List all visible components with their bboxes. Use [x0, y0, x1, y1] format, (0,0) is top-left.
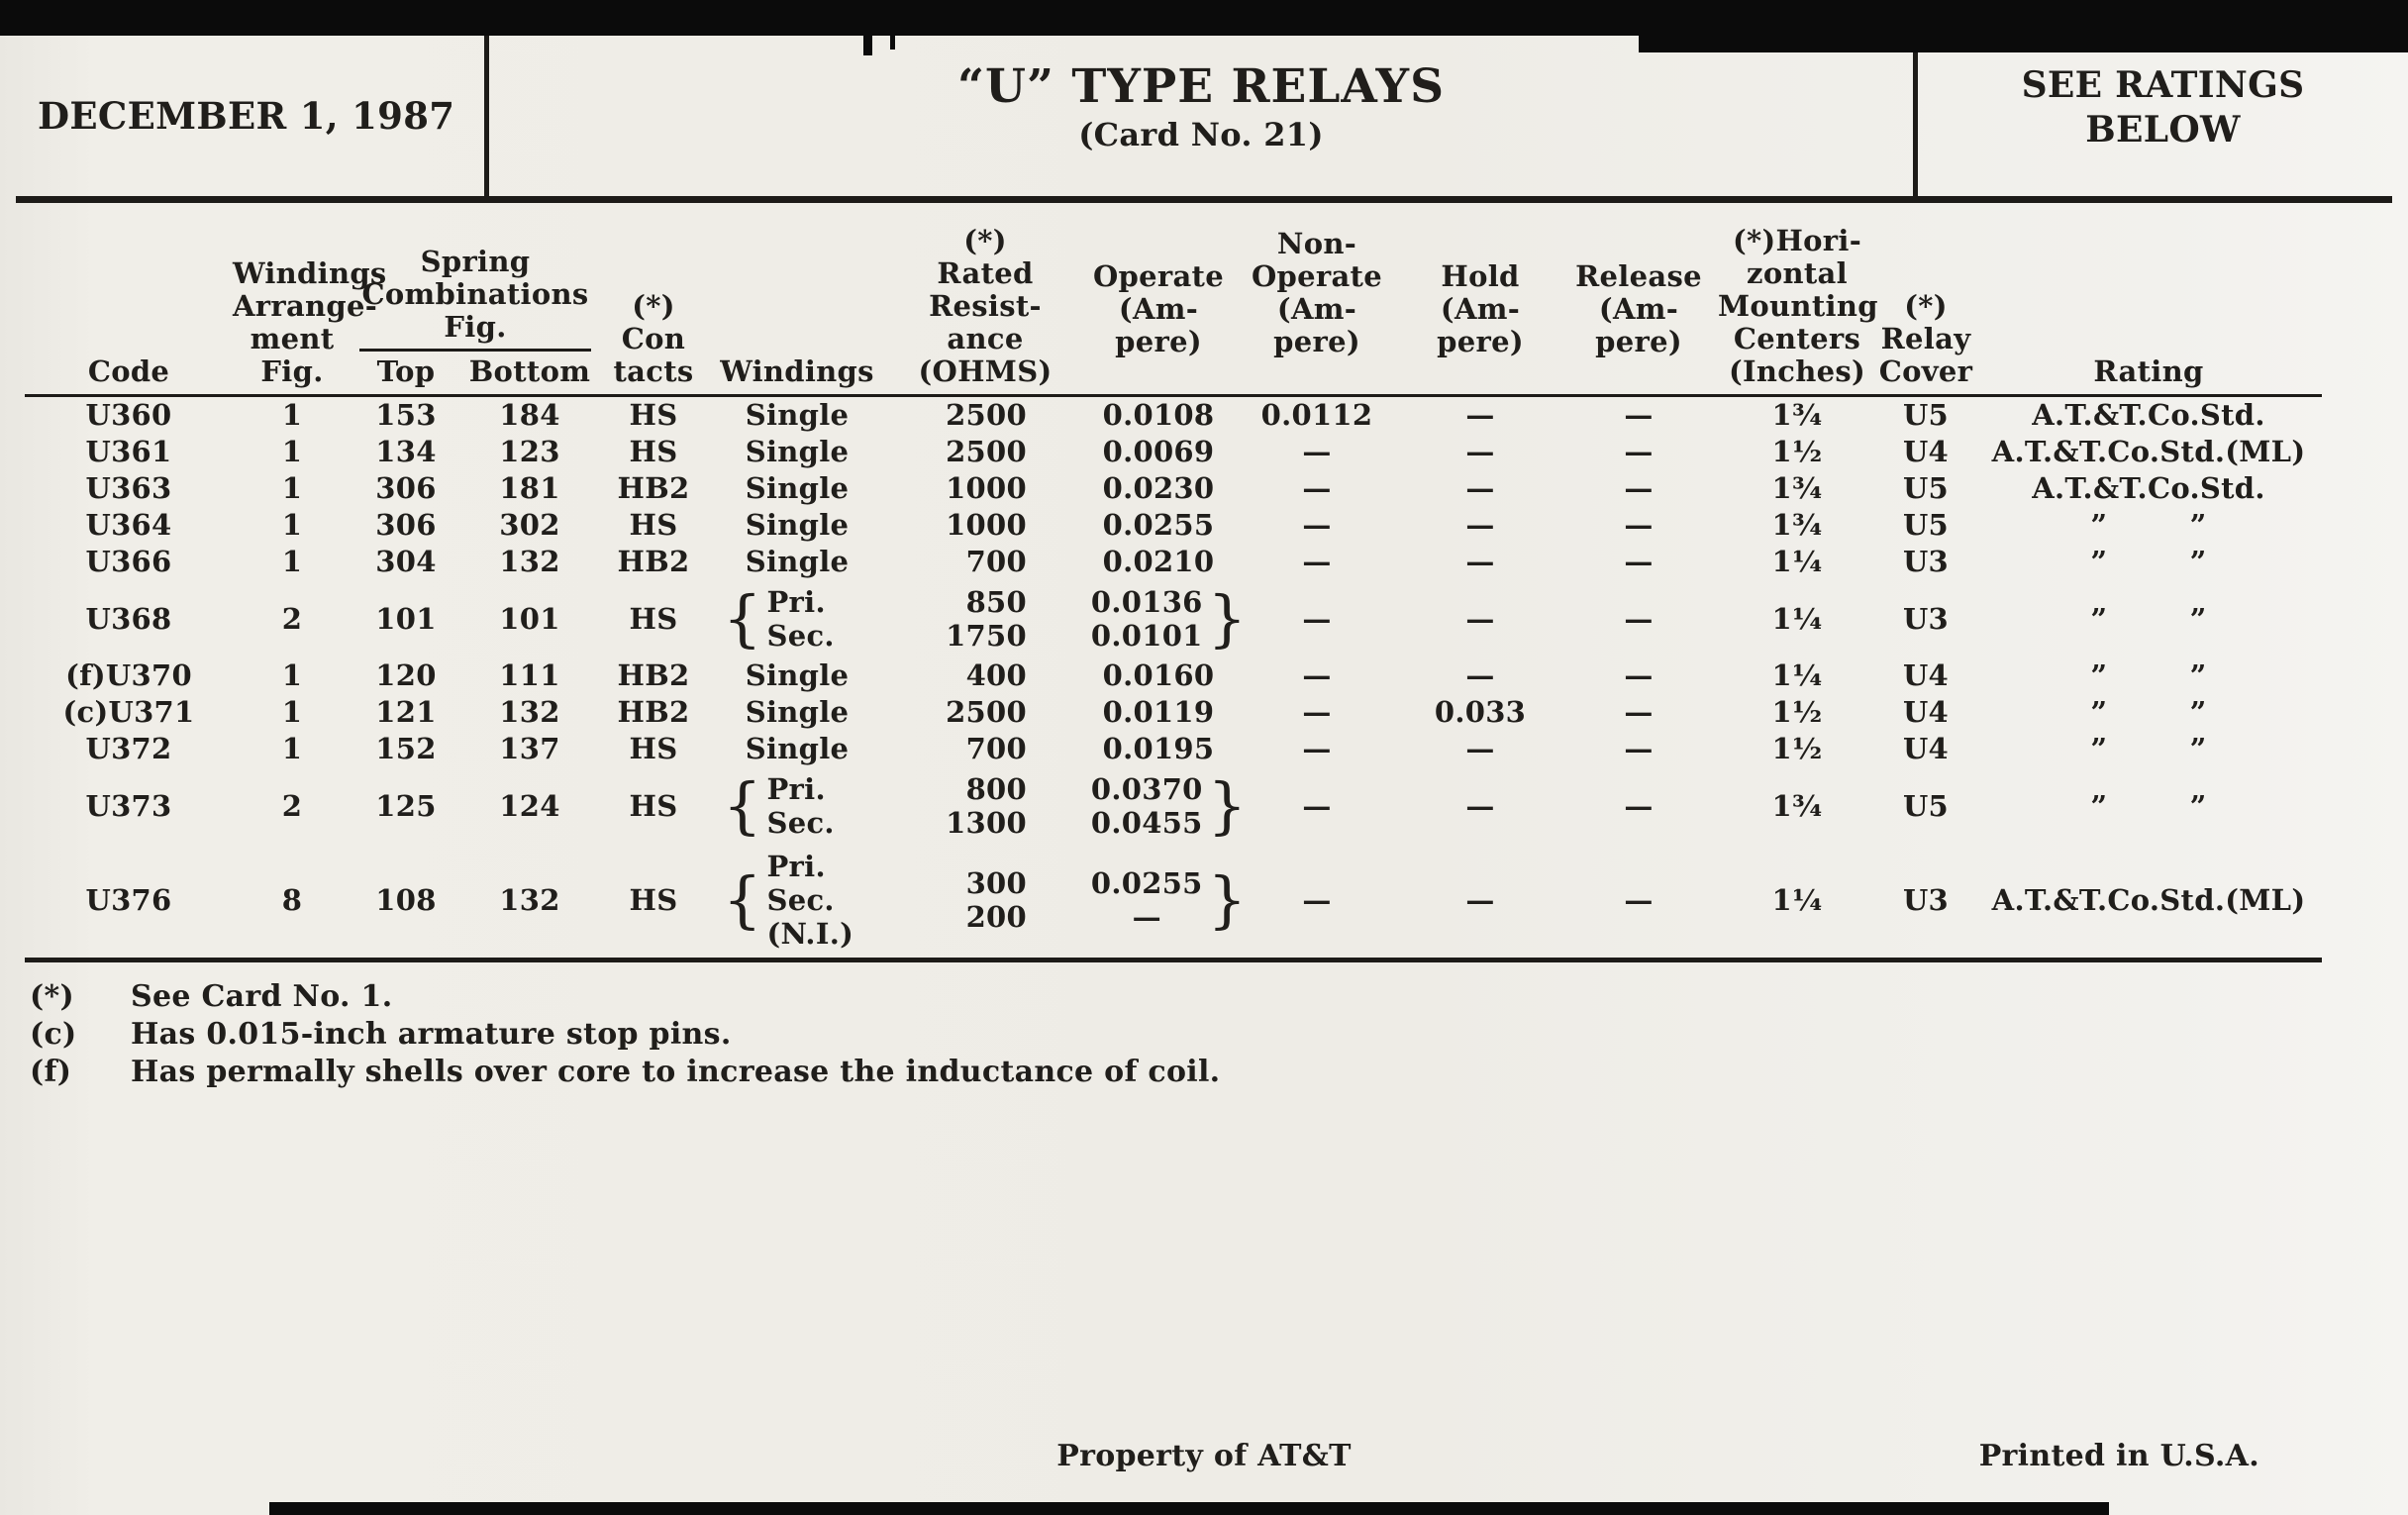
cell-rating: ” ”: [2090, 545, 2207, 578]
cell-relay-cover: U5: [1902, 788, 1950, 823]
cell-spring-bottom: 101: [499, 601, 560, 636]
cell-non-operate: —: [1302, 471, 1332, 505]
relay-row: [25, 657, 2322, 694]
cell-windings: Single: [745, 695, 850, 729]
cell-non-operate: —: [1302, 788, 1332, 823]
cell-windings: Single: [745, 658, 850, 692]
cell-relay-cover: U4: [1902, 658, 1950, 692]
cell-code: U376: [85, 882, 172, 917]
cell-release: —: [1624, 601, 1654, 636]
cell-operate: 0.0230: [1102, 471, 1215, 505]
cell-relay-cover: U3: [1902, 601, 1950, 636]
cell-spring-top: 120: [375, 658, 437, 692]
cell-contacts: HS: [629, 601, 678, 636]
col-header-spring-top: Top: [376, 354, 436, 388]
cell-operate: 0.0370 0.0455 }: [1084, 767, 1233, 845]
left-brace-icon: {: [723, 769, 762, 842]
cell-relay-cover: U4: [1902, 435, 1950, 468]
cell-mounting-centers: 1¾: [1771, 398, 1823, 432]
cell-code: U361: [85, 435, 172, 468]
table-header: [25, 211, 2322, 396]
cell-release: —: [1624, 788, 1654, 823]
cell-mounting-centers: 1¼: [1771, 601, 1823, 636]
cell-code: U373: [85, 788, 172, 823]
cell-windings-fig: 1: [281, 732, 303, 765]
cell-windings: Single: [745, 471, 850, 505]
footnote-marker: (*): [30, 979, 74, 1014]
cell-spring-top: 108: [375, 882, 437, 917]
cell-spring-top: 306: [375, 471, 437, 505]
table-body: [25, 396, 2322, 957]
cell-hold: —: [1465, 882, 1495, 917]
header-rule: [16, 196, 2392, 203]
scan-mark: [863, 0, 872, 55]
cell-operate: 0.0210: [1102, 545, 1215, 578]
cell-mounting-centers: 1¾: [1771, 508, 1823, 542]
cell-release: —: [1624, 658, 1654, 692]
cell-non-operate: —: [1302, 882, 1332, 917]
cell-spring-top: 101: [375, 601, 437, 636]
cell-release: —: [1624, 471, 1654, 505]
cell-hold: 0.033: [1434, 695, 1527, 729]
cell-operate: 0.0136 0.0101 }: [1084, 580, 1233, 657]
card-title: “U” TYPE RELAYS: [956, 59, 1446, 114]
spring-sub-headers: [351, 355, 599, 388]
cell-hold: —: [1465, 788, 1495, 823]
cell-code: (f)U370: [65, 658, 192, 692]
cell-resistance: 2500: [946, 695, 1027, 729]
cell-rating: A.T.&T.Co.Std.: [2032, 471, 2265, 505]
cell-relay-cover: U4: [1902, 732, 1950, 765]
cell-spring-bottom: 184: [499, 398, 560, 432]
col-header-spring-combinations: Spring Combinations Fig. Top Bottom: [351, 211, 599, 396]
cell-code: U372: [85, 732, 172, 765]
col-header-hold: Hold (Am- pere): [1401, 211, 1559, 396]
cell-release: —: [1624, 545, 1654, 578]
cell-relay-cover: U3: [1902, 545, 1950, 578]
cell-windings: { Pri. Sec.: [708, 580, 886, 657]
cell-windings-fig: 2: [281, 601, 303, 636]
cell-windings-fig: 1: [281, 398, 303, 432]
relay-row: [25, 845, 2322, 956]
ratings-note-line2: BELOW: [2085, 109, 2241, 151]
cell-spring-bottom: 132: [499, 882, 560, 917]
cell-mounting-centers: 1½: [1771, 695, 1823, 729]
footnote: [30, 1054, 2408, 1091]
footnote-text: Has 0.015-inch armature stop pins.: [131, 1017, 732, 1052]
col-header-spring-bottom: Bottom: [468, 354, 591, 388]
cell-hold: —: [1465, 732, 1495, 765]
footnote-text: See Card No. 1.: [131, 979, 393, 1014]
cell-non-operate: —: [1302, 435, 1332, 468]
cell-operate: 0.0069: [1102, 435, 1215, 468]
cell-resistance: 700: [965, 732, 1027, 765]
cell-contacts: HB2: [617, 471, 690, 505]
footnote: [30, 1016, 2408, 1054]
cell-windings: { Pri. Sec.: [708, 767, 886, 845]
cell-rating: ” ”: [2090, 732, 2207, 765]
cell-rating: A.T.&T.Co.Std.(ML): [1991, 882, 2306, 917]
cell-hold: —: [1465, 398, 1495, 432]
cell-mounting-centers: 1¾: [1771, 788, 1823, 823]
relay-row: [25, 434, 2322, 470]
footer-property-note: Property of AT&T: [1056, 1439, 1352, 1473]
cell-mounting-centers: 1¼: [1771, 658, 1823, 692]
cell-mounting-centers: 1¼: [1771, 882, 1823, 917]
cell-resistance: 800 1300: [946, 772, 1027, 840]
cell-hold: —: [1465, 435, 1495, 468]
cell-resistance: 1000: [946, 471, 1027, 505]
cell-operate: 0.0108: [1102, 398, 1215, 432]
cell-mounting-centers: 1½: [1771, 435, 1823, 468]
cell-spring-bottom: 132: [499, 545, 560, 578]
col-header-windings-arrangement: Windings Arrange- ment Fig.: [233, 211, 351, 396]
cell-rating: A.T.&T.Co.Std.: [2032, 398, 2265, 432]
cell-windings-fig: 8: [281, 882, 303, 917]
cell-spring-top: 134: [375, 435, 437, 468]
cell-spring-top: 125: [375, 788, 437, 823]
cell-contacts: HB2: [617, 658, 690, 692]
col-header-code: Code: [25, 211, 233, 396]
cell-relay-cover: U5: [1902, 471, 1950, 505]
cell-hold: —: [1465, 545, 1495, 578]
cell-windings-fig: 1: [281, 545, 303, 578]
cell-rating: ” ”: [2090, 695, 2207, 729]
cell-spring-bottom: 302: [499, 508, 560, 542]
left-brace-icon: {: [723, 863, 762, 936]
relay-row: [25, 507, 2322, 544]
cell-contacts: HB2: [617, 545, 690, 578]
cell-windings-fig: 1: [281, 658, 303, 692]
cell-contacts: HB2: [617, 695, 690, 729]
ratings-note: [1918, 36, 2408, 196]
cell-windings-fig: 1: [281, 435, 303, 468]
col-header-resistance: (*) Rated Resist- ance (OHMS): [886, 211, 1084, 396]
right-brace-icon: }: [1207, 863, 1248, 936]
cell-windings: Single: [745, 398, 850, 432]
relay-row: [25, 767, 2322, 845]
cell-release: —: [1624, 695, 1654, 729]
cell-non-operate: —: [1302, 658, 1332, 692]
cell-hold: —: [1465, 508, 1495, 542]
relay-row: [25, 470, 2322, 507]
footer-printed-note: Printed in U.S.A.: [1978, 1439, 2259, 1473]
cell-hold: —: [1465, 601, 1495, 636]
cell-relay-cover: U3: [1902, 882, 1950, 917]
ratings-note-line1: SEE RATINGS: [2021, 64, 2305, 106]
scan-edge-bottom: [269, 1502, 2109, 1515]
cell-rating: ” ”: [2090, 508, 2207, 542]
cell-windings: Single: [745, 545, 850, 578]
col-header-mounting-centers: (*)Hori- zontal Mounting Centers (Inches): [1718, 211, 1876, 396]
cell-resistance: 1000: [946, 508, 1027, 542]
cell-relay-cover: U4: [1902, 695, 1950, 729]
cell-non-operate: 0.0112: [1260, 398, 1373, 432]
cell-spring-top: 306: [375, 508, 437, 542]
relay-row: [25, 580, 2322, 657]
cell-spring-bottom: 137: [499, 732, 560, 765]
cell-release: —: [1624, 882, 1654, 917]
card-title-block: [489, 36, 1913, 196]
cell-spring-bottom: 124: [499, 788, 560, 823]
cell-operate: 0.0119: [1102, 695, 1215, 729]
cell-code: U363: [85, 471, 172, 505]
cell-resistance: 700: [965, 545, 1027, 578]
cell-contacts: HS: [629, 508, 678, 542]
scan-edge-top-right: [1639, 0, 2408, 52]
cell-spring-bottom: 132: [499, 695, 560, 729]
cell-contacts: HS: [629, 732, 678, 765]
col-header-non-operate: Non- Operate (Am- pere): [1233, 211, 1401, 396]
cell-contacts: HS: [629, 882, 678, 917]
cell-non-operate: —: [1302, 601, 1332, 636]
cell-spring-bottom: 123: [499, 435, 560, 468]
col-header-windings: Windings: [708, 211, 886, 396]
cell-release: —: [1624, 435, 1654, 468]
cell-release: —: [1624, 508, 1654, 542]
cell-contacts: HS: [629, 398, 678, 432]
footnote-marker: (f): [30, 1055, 72, 1089]
right-brace-icon: }: [1207, 769, 1248, 842]
cell-resistance: 400: [965, 658, 1027, 692]
cell-windings: Single: [745, 508, 850, 542]
card-subtitle: (Card No. 21): [1078, 116, 1324, 153]
table-bottom-rule: [25, 958, 2322, 962]
cell-code: U360: [85, 398, 172, 432]
cell-relay-cover: U5: [1902, 508, 1950, 542]
cell-rating: ” ”: [2090, 601, 2207, 636]
cell-resistance: 850 1750: [946, 585, 1027, 653]
cell-hold: —: [1465, 658, 1495, 692]
cell-spring-bottom: 111: [499, 658, 560, 692]
cell-operate: 0.0195: [1102, 732, 1215, 765]
cell-rating: ” ”: [2090, 788, 2207, 823]
cell-relay-cover: U5: [1902, 398, 1950, 432]
cell-code: U368: [85, 601, 172, 636]
cell-mounting-centers: 1¾: [1771, 471, 1823, 505]
cell-rating: ” ”: [2090, 658, 2207, 692]
cell-spring-top: 304: [375, 545, 437, 578]
relay-table: [25, 211, 2322, 956]
cell-windings: Single: [745, 435, 850, 468]
cell-non-operate: —: [1302, 508, 1332, 542]
cell-code: (c)U371: [62, 695, 195, 729]
cell-spring-top: 121: [375, 695, 437, 729]
col-header-rating: Rating: [1975, 211, 2322, 396]
scan-mark: [890, 0, 895, 50]
col-header-operate: Operate (Am- pere): [1084, 211, 1233, 396]
cell-windings-fig: 2: [281, 788, 303, 823]
cell-operate: 0.0255 — }: [1084, 845, 1233, 956]
cell-resistance: 300 200: [965, 866, 1027, 934]
footnote-marker: (c): [30, 1017, 77, 1052]
cell-non-operate: —: [1302, 695, 1332, 729]
cell-windings: Single: [745, 732, 850, 765]
card-header: [0, 36, 2408, 196]
cell-non-operate: —: [1302, 545, 1332, 578]
cell-spring-top: 152: [375, 732, 437, 765]
footnote: [30, 978, 2408, 1016]
relay-row: [25, 396, 2322, 435]
spring-group-rule: [359, 349, 591, 352]
cell-release: —: [1624, 732, 1654, 765]
cell-code: U366: [85, 545, 172, 578]
cell-code: U364: [85, 508, 172, 542]
cell-mounting-centers: 1¼: [1771, 545, 1823, 578]
col-header-relay-cover: (*) Relay Cover: [1876, 211, 1975, 396]
cell-non-operate: —: [1302, 732, 1332, 765]
cell-release: —: [1624, 398, 1654, 432]
cell-windings: { Pri. Sec. (N.I.): [708, 845, 886, 956]
cell-rating: A.T.&T.Co.Std.(ML): [1991, 435, 2306, 468]
relay-row: [25, 544, 2322, 580]
footnote-text: Has permally shells over core to increase the inductance of coil.: [131, 1055, 1221, 1089]
cell-operate: 0.0160: [1102, 658, 1215, 692]
card-date: DECEMBER 1, 1987: [38, 94, 455, 138]
cell-resistance: 2500: [946, 398, 1027, 432]
relay-row: [25, 731, 2322, 767]
cell-spring-bottom: 181: [499, 471, 560, 505]
cell-hold: —: [1465, 471, 1495, 505]
footnotes: [30, 978, 2408, 1091]
cell-mounting-centers: 1½: [1771, 732, 1823, 765]
cell-windings-fig: 1: [281, 508, 303, 542]
cell-contacts: HS: [629, 435, 678, 468]
cell-windings-fig: 1: [281, 695, 303, 729]
left-brace-icon: {: [723, 582, 762, 655]
cell-spring-top: 153: [375, 398, 437, 432]
relay-row: [25, 694, 2322, 731]
cell-contacts: HS: [629, 788, 678, 823]
cell-resistance: 2500: [946, 435, 1027, 468]
cell-operate: 0.0255: [1102, 508, 1215, 542]
cell-windings-fig: 1: [281, 471, 303, 505]
right-brace-icon: }: [1207, 582, 1248, 655]
col-header-contacts: (*) Con tacts: [599, 211, 708, 396]
col-header-release: Release (Am- pere): [1559, 211, 1718, 396]
